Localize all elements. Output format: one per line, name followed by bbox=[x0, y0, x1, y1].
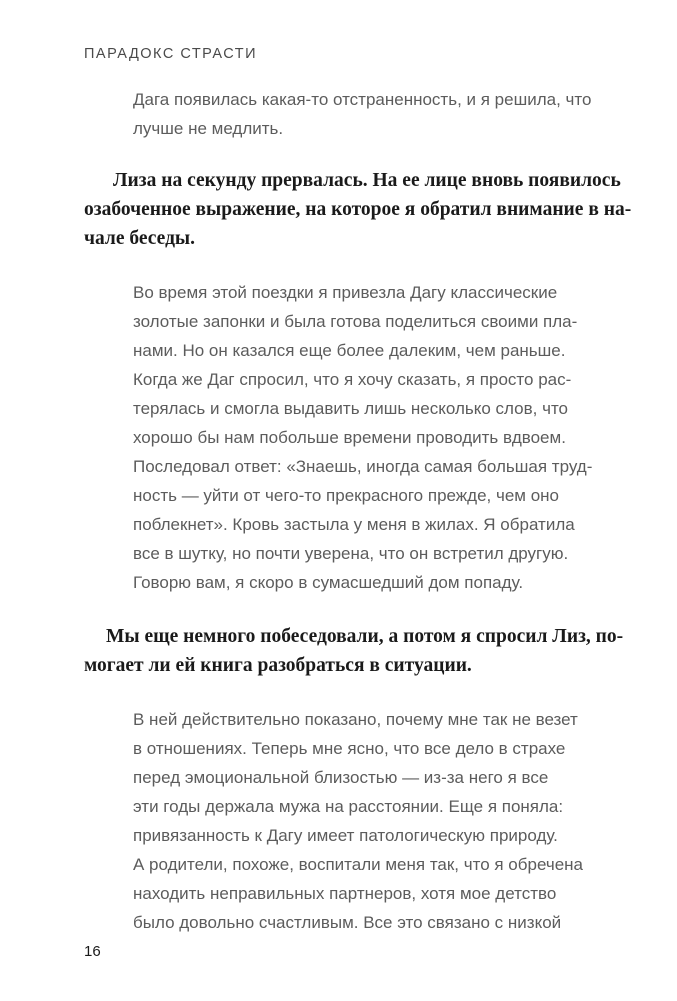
text-line: Говорю вам, я скоро в сумасшедший дом попаду. bbox=[133, 573, 524, 592]
text-line: чале беседы. bbox=[84, 228, 196, 249]
text-line: находить неправильных партнеров, хотя мое детство bbox=[133, 884, 557, 903]
text-line: В ней действительно показано, почему мне так не везет bbox=[133, 710, 578, 729]
text-line: озабоченное выражение, на которое я обратил внимание в на- bbox=[84, 199, 632, 220]
text-line: Последовал ответ: «Знаешь, иногда самая большая труд- bbox=[133, 457, 593, 476]
text-line: Дага появилась какая-то отстраненность, и я решила, что bbox=[133, 90, 592, 109]
text-line: терялась и смогла выдавить лишь несколько слов, что bbox=[133, 399, 568, 418]
page-number: 16 bbox=[84, 943, 101, 960]
text-line: Когда же Даг спросил, что я хочу сказать, я просто рас- bbox=[133, 370, 572, 389]
text-line: А родители, похоже, воспитали меня так, что я обречена bbox=[133, 855, 584, 874]
text-line: золотые запонки и была готова поделиться своими пла- bbox=[133, 312, 578, 331]
running-header: ПАРАДОКС СТРАСТИ bbox=[84, 46, 258, 62]
text-line: было довольно счастливым. Все это связано с низкой bbox=[133, 913, 562, 932]
text-line: ность — уйти от чего-то прекрасного прежде, чем оно bbox=[133, 486, 559, 505]
text-line: Во время этой поездки я привезла Дагу классические bbox=[133, 283, 558, 302]
text-line: перед эмоциональной близостью — из-за него я все bbox=[133, 768, 549, 787]
text-line: поблекнет». Кровь застыла у меня в жилах. Я обратила bbox=[133, 515, 575, 534]
text-line: эти годы держала мужа на расстоянии. Еще я поняла: bbox=[133, 797, 564, 816]
text-line: хорошо бы нам побольше времени проводить вдвоем. bbox=[133, 428, 566, 447]
text-line: могает ли ей книга разобраться в ситуации. bbox=[84, 655, 472, 676]
text-line: привязанность к Дагу имеет патологическую природу. bbox=[133, 826, 558, 845]
text-line: в отношениях. Теперь мне ясно, что все дело в страхе bbox=[133, 739, 566, 758]
text-line: нами. Но он казался еще более далеким, чем раньше. bbox=[133, 341, 566, 360]
text-line: все в шутку, но почти уверена, что он встретил другую. bbox=[133, 544, 569, 563]
text-line: лучше не медлить. bbox=[133, 119, 284, 138]
text-line: Мы еще немного побеседовали, а потом я спросил Лиз, по- bbox=[106, 626, 624, 647]
text-line: Лиза на секунду прервалась. На ее лице вновь появилось bbox=[113, 170, 621, 191]
